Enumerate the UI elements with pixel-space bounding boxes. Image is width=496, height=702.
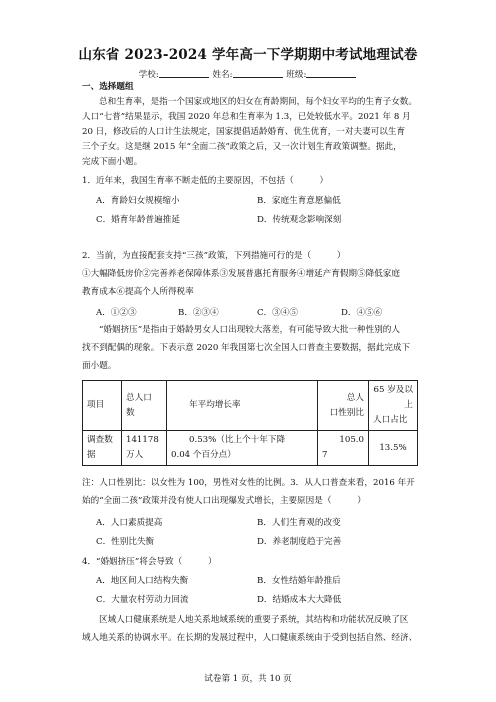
- cell-line: 65 岁及以上: [373, 385, 413, 410]
- table-cell: [167, 431, 318, 466]
- header-cell: 年平均增长率: [167, 381, 318, 431]
- option-c[interactable]: C．性别比失衡: [96, 537, 155, 547]
- option-c[interactable]: C．大量农村劳动力回流: [96, 595, 189, 605]
- cell-line: 万人: [126, 450, 144, 460]
- passage-line: 域人地关系的协调水平。在长期的发展过程中，人口健康系统由于受到包括自然、经济、: [82, 633, 418, 643]
- option-c[interactable]: C．婚育年龄普遍推延: [96, 215, 180, 225]
- option-d[interactable]: D．养老制度趋于完善: [257, 537, 342, 547]
- table-header-row: [83, 381, 418, 431]
- cell-line: 据: [87, 450, 96, 460]
- question-3-stem-line: 注：人口性别比：以女性为 100，男性对女性的比例。3．从人口普查来看，2016 年开: [82, 478, 415, 488]
- class-blank[interactable]: [306, 68, 356, 78]
- option-b[interactable]: B．人们生育观的改变: [257, 518, 341, 528]
- option-a[interactable]: A．①②③: [96, 308, 137, 318]
- passage-line: 找不到配偶的现象。下表示意 2020 年我国第七次全国人口普查主要数据，据此完成下: [82, 343, 411, 353]
- cell-line: 7: [322, 450, 328, 460]
- page-title: 山东省 2023-2024 学年高一下学期期中考试地理试卷: [78, 47, 418, 63]
- question-4-stem: 4．“婚姻挤压”将会导致（ ）: [82, 557, 217, 567]
- question-2-stem: 2．当前，为直接配套支持“三孩”政策，下列措施可行的是（ ）: [82, 251, 346, 261]
- table-cell: [83, 431, 122, 466]
- question-2-block: [82, 249, 418, 300]
- table-row: [83, 431, 418, 466]
- passage-line: 区域人口健康系统是人地关系地域系统的重要子系统，其结构和功能状况反映了区: [99, 615, 409, 625]
- passage-2: [82, 323, 418, 374]
- question-1-options: [96, 194, 416, 234]
- section-heading: 一、选择题组: [82, 82, 134, 92]
- cell-line: 总人: [346, 392, 364, 403]
- option-b[interactable]: B．家庭生育意愿偏低: [257, 196, 341, 206]
- cell-line: 口性别比: [329, 407, 364, 418]
- cell-line: 141178: [126, 435, 159, 445]
- option-c[interactable]: C．③④⑤: [257, 308, 298, 318]
- question-2-options: [96, 306, 416, 324]
- question-2-desc-line: 教育成本⑥提高个人所得税率: [82, 287, 194, 297]
- option-b[interactable]: B．②③④: [178, 308, 219, 318]
- cell-line: 总人口: [126, 392, 152, 403]
- passage-line: 三个子女。这是继 2015 年“全面二孩”政策之后，又一次计划生育政策调整。据此，: [82, 142, 402, 152]
- option-a[interactable]: A．地区间人口结构失衡: [96, 576, 189, 586]
- passage-line: 20 日，修改后的人口计生法规定，国家提倡适龄婚育、优生优育，一对夫妻可以生育: [82, 127, 406, 137]
- question-3-block: [82, 476, 418, 509]
- passage-line: 人口“七普”结果显示，我国 2020 年总和生育率为 1.3，已处较低水平。2021 年 8 月: [82, 112, 411, 122]
- header-cell: [369, 381, 418, 431]
- table-cell: [122, 431, 167, 466]
- school-label: 学校:: [138, 70, 159, 80]
- option-d[interactable]: D．④⑤⑥: [341, 308, 383, 318]
- cell-line: 人口占比: [373, 415, 408, 425]
- census-table: [82, 380, 418, 466]
- passage-1: [82, 80, 418, 170]
- table-cell: 13.5%: [369, 431, 418, 466]
- passage-line: 总和生育率，是指一个国家或地区的妇女在育龄期间，每个妇女平均的生育子女数。: [99, 97, 417, 107]
- student-info-line: [0, 68, 496, 80]
- passage-3: [82, 613, 418, 646]
- school-blank[interactable]: [159, 68, 209, 78]
- name-label: 姓名:: [212, 70, 233, 80]
- name-blank[interactable]: [233, 68, 283, 78]
- cell-line: 0.53%（比上个十年下降: [189, 435, 286, 445]
- header-cell: 项目: [83, 381, 122, 431]
- question-2-desc-line: ①大幅降低房价②完善养老保障体系③发展普惠托育服务④增延产育假期⑤降低家庭: [82, 269, 400, 279]
- header-cell: [318, 381, 369, 431]
- table-cell: [318, 431, 369, 466]
- cell-line: 0.04 个百分点）: [171, 450, 236, 460]
- passage-line: “婚姻挤压”是指由于婚龄男女人口出现较大落差，有可能导致大批一种性别的人: [99, 325, 400, 335]
- cell-line: 调查数: [87, 435, 113, 445]
- question-3-stem-line: 始的“全面二孩”政策并没有使人口出现爆发式增长，主要原因是（ ）: [82, 496, 366, 506]
- class-label: 班级:: [286, 70, 307, 80]
- cell-line: 105.0: [339, 435, 364, 445]
- option-a[interactable]: A．人口素质提高: [96, 518, 163, 528]
- option-d[interactable]: D．传统观念影响深刻: [257, 215, 342, 225]
- passage-line: 面小题。: [82, 361, 117, 371]
- question-4-options: [96, 574, 416, 614]
- question-3-options: [96, 516, 416, 556]
- page-footer: 试卷第 1 页，共 10 页: [204, 674, 292, 684]
- header-cell: [122, 381, 167, 431]
- cell-line: 数: [126, 407, 135, 418]
- option-b[interactable]: B．女性结婚年龄推后: [257, 576, 341, 586]
- option-a[interactable]: A．育龄妇女规模缩小: [96, 196, 180, 206]
- question-1-stem: 1．近年来，我国生育率不断走低的主要原因，不包括（ ）: [82, 176, 329, 186]
- passage-line: 完成下面小题。: [82, 157, 143, 167]
- option-d[interactable]: D．结婚成本大大降低: [257, 595, 342, 605]
